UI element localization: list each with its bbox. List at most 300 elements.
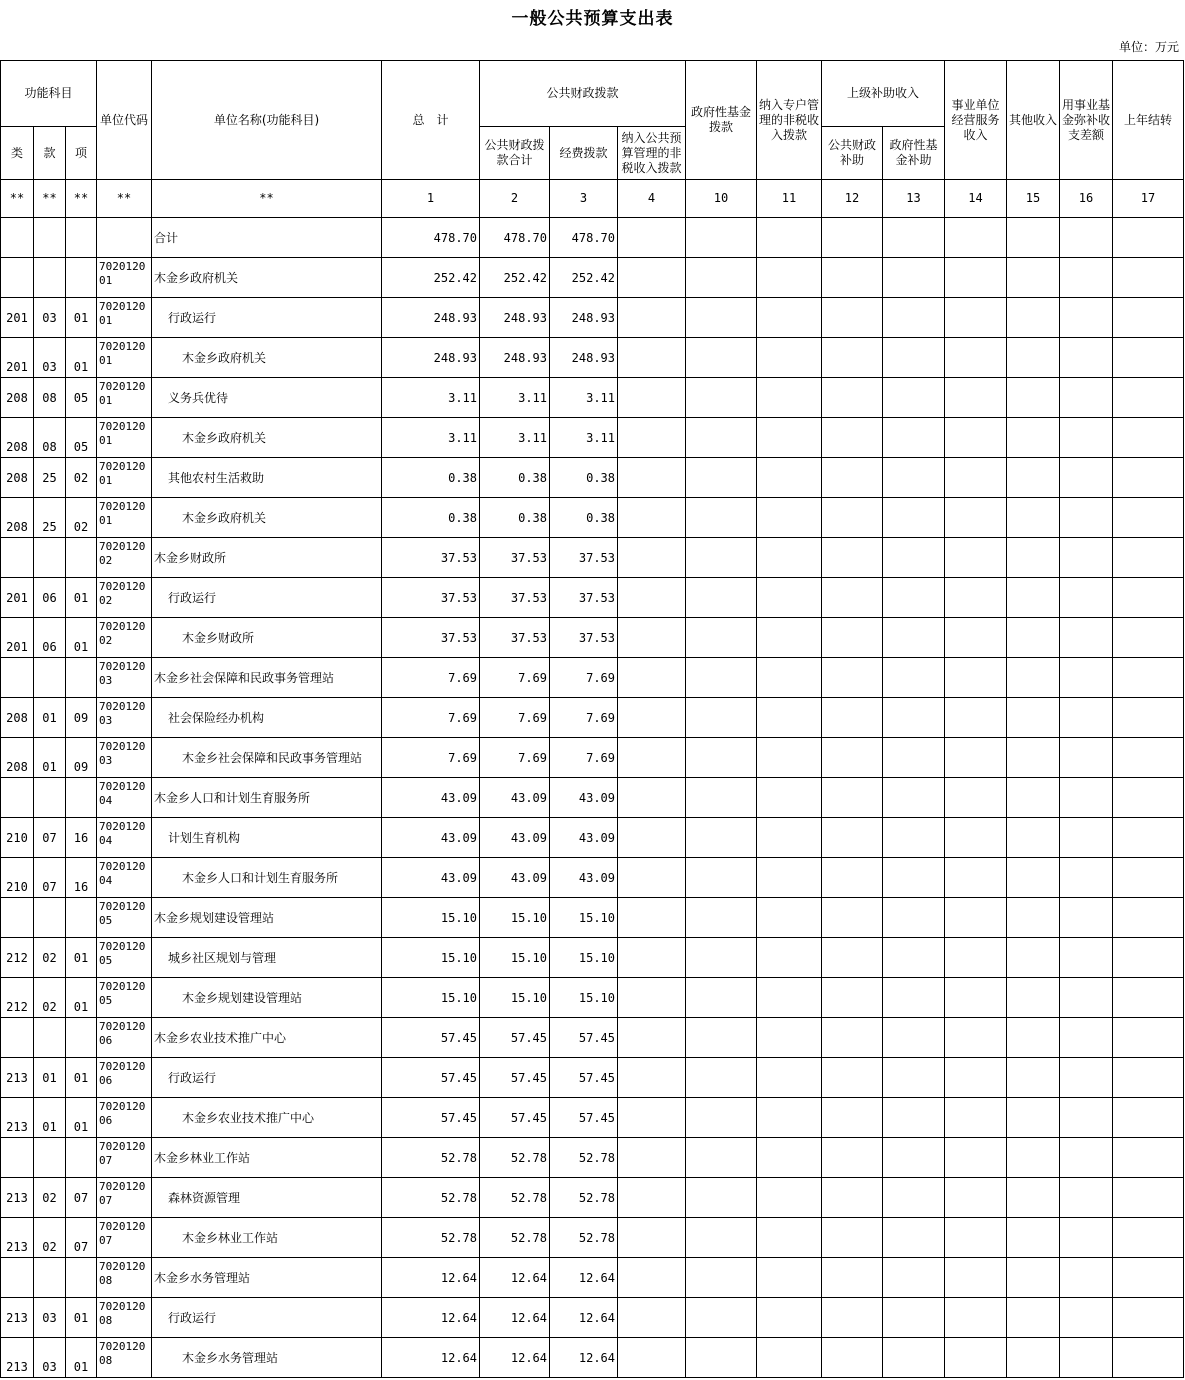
public-finance-total-cell: 12.64 [480, 1298, 550, 1338]
unit-name-cell: 义务兵优待 [152, 378, 382, 418]
table-row [1, 418, 1184, 458]
total-cell: 57.45 [382, 1058, 480, 1098]
header-public-finance-total: 公共财政拨款合计 [480, 127, 550, 180]
empty-cell [883, 698, 945, 738]
funds-cell: 43.09 [550, 818, 618, 858]
lei-cell [1, 1138, 34, 1178]
table-row [1, 458, 1184, 498]
table-row [1, 498, 1184, 538]
total-cell: 43.09 [382, 818, 480, 858]
kuan-cell [34, 778, 66, 818]
empty-cell [1060, 1098, 1113, 1138]
empty-cell [1007, 1338, 1060, 1378]
lei-cell: 212 [1, 938, 34, 978]
empty-cell [1007, 298, 1060, 338]
header-unit-name: 单位名称(功能科目) [152, 61, 382, 180]
unit-name-cell: 木金乡水务管理站 [152, 1258, 382, 1298]
unit-name-cell: 木金乡政府机关 [152, 338, 382, 378]
empty-cell [1007, 978, 1060, 1018]
empty-cell [883, 298, 945, 338]
total-cell: 52.78 [382, 1138, 480, 1178]
empty-cell [1060, 938, 1113, 978]
empty-cell [757, 1218, 822, 1258]
empty-cell [822, 258, 883, 298]
table-row [1, 858, 1184, 898]
public-finance-total-cell: 15.10 [480, 938, 550, 978]
empty-cell [686, 458, 757, 498]
xiang-cell [66, 778, 97, 818]
empty-cell [945, 1338, 1007, 1378]
lei-cell [1, 258, 34, 298]
empty-cell [822, 1098, 883, 1138]
funds-cell: 0.38 [550, 498, 618, 538]
unit-name-cell: 社会保险经办机构 [152, 698, 382, 738]
total-cell: 7.69 [382, 698, 480, 738]
unit-name-cell: 其他农村生活救助 [152, 458, 382, 498]
empty-cell [757, 1258, 822, 1298]
empty-cell [757, 218, 822, 258]
empty-cell [618, 578, 686, 618]
total-cell: 252.42 [382, 258, 480, 298]
empty-cell [686, 858, 757, 898]
empty-cell [822, 498, 883, 538]
lei-cell: 212 [1, 978, 34, 1018]
index-cell: ** [97, 180, 152, 218]
unit-code-cell: 702012006 [97, 1018, 152, 1058]
lei-cell [1, 778, 34, 818]
empty-cell [1007, 618, 1060, 658]
kuan-cell: 02 [34, 1218, 66, 1258]
empty-cell [618, 618, 686, 658]
empty-cell [945, 1018, 1007, 1058]
empty-cell [686, 1298, 757, 1338]
public-finance-total-cell: 15.10 [480, 898, 550, 938]
empty-cell [618, 698, 686, 738]
funds-cell: 252.42 [550, 258, 618, 298]
empty-cell [1113, 698, 1184, 738]
empty-cell [1113, 1018, 1184, 1058]
unit-code-cell: 702012006 [97, 1058, 152, 1098]
lei-cell: 213 [1, 1098, 34, 1138]
empty-cell [1060, 458, 1113, 498]
empty-cell [686, 418, 757, 458]
lei-cell: 201 [1, 298, 34, 338]
empty-cell [883, 1338, 945, 1378]
unit-name-cell: 木金乡农业技术推广中心 [152, 1018, 382, 1058]
empty-cell [686, 618, 757, 658]
empty-cell [618, 538, 686, 578]
unit-code-cell [97, 218, 152, 258]
empty-cell [757, 1178, 822, 1218]
index-cell: 14 [945, 180, 1007, 218]
kuan-cell: 08 [34, 418, 66, 458]
total-cell: 15.10 [382, 978, 480, 1018]
unit-name-cell: 计划生育机构 [152, 818, 382, 858]
empty-cell [822, 978, 883, 1018]
total-cell: 37.53 [382, 578, 480, 618]
xiang-cell [66, 538, 97, 578]
empty-cell [945, 578, 1007, 618]
table-row [1, 1178, 1184, 1218]
empty-cell [822, 418, 883, 458]
unit-name-cell: 木金乡规划建设管理站 [152, 978, 382, 1018]
empty-cell [945, 1098, 1007, 1138]
empty-cell [1060, 418, 1113, 458]
funds-cell: 248.93 [550, 298, 618, 338]
empty-cell [1060, 298, 1113, 338]
table-body [1, 218, 1184, 1378]
table-row [1, 298, 1184, 338]
public-finance-total-cell: 7.69 [480, 738, 550, 778]
empty-cell [1060, 1218, 1113, 1258]
empty-cell [757, 258, 822, 298]
empty-cell [1007, 1178, 1060, 1218]
empty-cell [686, 258, 757, 298]
empty-cell [757, 778, 822, 818]
table-row [1, 1338, 1184, 1378]
empty-cell [945, 738, 1007, 778]
header-total: 总 计 [382, 61, 480, 180]
index-cell: ** [152, 180, 382, 218]
funds-cell: 12.64 [550, 1298, 618, 1338]
kuan-cell: 06 [34, 618, 66, 658]
table-row [1, 1258, 1184, 1298]
empty-cell [1007, 818, 1060, 858]
empty-cell [883, 458, 945, 498]
total-cell: 37.53 [382, 538, 480, 578]
empty-cell [757, 458, 822, 498]
empty-cell [1007, 778, 1060, 818]
empty-cell [1060, 338, 1113, 378]
public-finance-total-cell: 0.38 [480, 458, 550, 498]
funds-cell: 12.64 [550, 1338, 618, 1378]
lei-cell [1, 1258, 34, 1298]
empty-cell [822, 818, 883, 858]
empty-cell [945, 458, 1007, 498]
lei-cell: 213 [1, 1218, 34, 1258]
empty-cell [1060, 218, 1113, 258]
empty-cell [1007, 578, 1060, 618]
kuan-cell: 03 [34, 338, 66, 378]
funds-cell: 7.69 [550, 738, 618, 778]
unit-code-cell: 702012001 [97, 498, 152, 538]
total-cell: 7.69 [382, 738, 480, 778]
empty-cell [1113, 1218, 1184, 1258]
empty-cell [757, 618, 822, 658]
empty-cell [757, 1338, 822, 1378]
funds-cell: 37.53 [550, 538, 618, 578]
empty-cell [618, 458, 686, 498]
empty-cell [1113, 1258, 1184, 1298]
unit-name-cell: 木金乡财政所 [152, 618, 382, 658]
empty-cell [945, 338, 1007, 378]
total-cell: 3.11 [382, 378, 480, 418]
header-public-finance: 公共财政拨款 [480, 61, 686, 127]
lei-cell: 201 [1, 338, 34, 378]
lei-cell: 201 [1, 578, 34, 618]
empty-cell [945, 418, 1007, 458]
empty-cell [1113, 738, 1184, 778]
empty-cell [686, 778, 757, 818]
unit-name-cell: 木金乡农业技术推广中心 [152, 1098, 382, 1138]
empty-cell [1113, 1178, 1184, 1218]
xiang-cell: 16 [66, 858, 97, 898]
empty-cell [945, 298, 1007, 338]
empty-cell [822, 1018, 883, 1058]
empty-cell [822, 1258, 883, 1298]
empty-cell [945, 1298, 1007, 1338]
kuan-cell: 03 [34, 298, 66, 338]
public-finance-total-cell: 37.53 [480, 538, 550, 578]
lei-cell: 208 [1, 698, 34, 738]
unit-name-cell: 木金乡政府机关 [152, 498, 382, 538]
header-other: 其他收入 [1007, 61, 1060, 180]
index-cell: 12 [822, 180, 883, 218]
empty-cell [883, 578, 945, 618]
empty-cell [1007, 698, 1060, 738]
empty-cell [1113, 1058, 1184, 1098]
unit-code-cell: 702012008 [97, 1338, 152, 1378]
unit-name-cell: 行政运行 [152, 298, 382, 338]
lei-cell: 208 [1, 378, 34, 418]
unit-label: 单位：万元 [1118, 40, 1179, 54]
header-xiang: 项 [66, 127, 97, 180]
empty-cell [686, 1058, 757, 1098]
index-cell: 10 [686, 180, 757, 218]
empty-cell [1060, 818, 1113, 858]
empty-cell [686, 1338, 757, 1378]
unit-code-cell: 702012007 [97, 1218, 152, 1258]
unit-name-cell: 木金乡政府机关 [152, 258, 382, 298]
empty-cell [1113, 618, 1184, 658]
empty-cell [945, 818, 1007, 858]
unit-name-cell: 木金乡社会保障和民政事务管理站 [152, 738, 382, 778]
lei-cell [1, 898, 34, 938]
funds-cell: 52.78 [550, 1178, 618, 1218]
empty-cell [1007, 1138, 1060, 1178]
empty-cell [1113, 218, 1184, 258]
xiang-cell: 16 [66, 818, 97, 858]
kuan-cell [34, 1258, 66, 1298]
xiang-cell: 01 [66, 1098, 97, 1138]
empty-cell [1007, 738, 1060, 778]
empty-cell [1113, 578, 1184, 618]
empty-cell [757, 1298, 822, 1338]
kuan-cell: 06 [34, 578, 66, 618]
unit-code-cell: 702012001 [97, 338, 152, 378]
empty-cell [1007, 898, 1060, 938]
xiang-cell: 01 [66, 1058, 97, 1098]
empty-cell [883, 378, 945, 418]
public-finance-total-cell: 3.11 [480, 418, 550, 458]
empty-cell [1060, 378, 1113, 418]
table-row [1, 578, 1184, 618]
total-cell: 12.64 [382, 1258, 480, 1298]
empty-cell [883, 778, 945, 818]
index-cell: 16 [1060, 180, 1113, 218]
empty-cell [1060, 538, 1113, 578]
empty-cell [945, 978, 1007, 1018]
total-cell: 43.09 [382, 778, 480, 818]
empty-cell [1060, 658, 1113, 698]
funds-cell: 52.78 [550, 1218, 618, 1258]
public-finance-total-cell: 52.78 [480, 1138, 550, 1178]
empty-cell [1113, 538, 1184, 578]
funds-cell: 0.38 [550, 458, 618, 498]
empty-cell [686, 978, 757, 1018]
empty-cell [618, 258, 686, 298]
kuan-cell [34, 898, 66, 938]
empty-cell [883, 1098, 945, 1138]
empty-cell [1060, 1338, 1113, 1378]
empty-cell [686, 218, 757, 258]
empty-cell [945, 898, 1007, 938]
empty-cell [618, 738, 686, 778]
xiang-cell [66, 218, 97, 258]
unit-name-cell: 合计 [152, 218, 382, 258]
total-cell: 12.64 [382, 1338, 480, 1378]
empty-cell [822, 458, 883, 498]
kuan-cell: 02 [34, 1178, 66, 1218]
empty-cell [1007, 858, 1060, 898]
empty-cell [1113, 378, 1184, 418]
empty-cell [757, 338, 822, 378]
xiang-cell: 01 [66, 978, 97, 1018]
unit-code-cell: 702012001 [97, 298, 152, 338]
public-finance-total-cell: 43.09 [480, 778, 550, 818]
empty-cell [1060, 1298, 1113, 1338]
unit-code-cell: 702012008 [97, 1298, 152, 1338]
public-finance-total-cell: 252.42 [480, 258, 550, 298]
empty-cell [883, 1018, 945, 1058]
index-cell: 4 [618, 180, 686, 218]
empty-cell [945, 1258, 1007, 1298]
kuan-cell [34, 218, 66, 258]
unit-name-cell: 行政运行 [152, 1058, 382, 1098]
public-finance-total-cell: 3.11 [480, 378, 550, 418]
header-nontax: 纳入公共预算管理的非税收入拨款 [618, 127, 686, 180]
table-row [1, 1138, 1184, 1178]
empty-cell [757, 658, 822, 698]
funds-cell: 43.09 [550, 778, 618, 818]
public-finance-total-cell: 57.45 [480, 1058, 550, 1098]
unit-code-cell: 702012003 [97, 658, 152, 698]
table-row [1, 778, 1184, 818]
empty-cell [883, 1258, 945, 1298]
empty-cell [618, 938, 686, 978]
xiang-cell [66, 1018, 97, 1058]
budget-table [0, 60, 1184, 1378]
xiang-cell: 05 [66, 418, 97, 458]
public-finance-total-cell: 248.93 [480, 338, 550, 378]
unit-name-cell: 木金乡社会保障和民政事务管理站 [152, 658, 382, 698]
kuan-cell: 01 [34, 738, 66, 778]
unit-code-cell: 702012006 [97, 1098, 152, 1138]
empty-cell [883, 1178, 945, 1218]
public-finance-total-cell: 37.53 [480, 578, 550, 618]
xiang-cell: 02 [66, 498, 97, 538]
empty-cell [1060, 898, 1113, 938]
table-row [1, 978, 1184, 1018]
total-cell: 248.93 [382, 298, 480, 338]
empty-cell [1113, 298, 1184, 338]
funds-cell: 248.93 [550, 338, 618, 378]
empty-cell [618, 418, 686, 458]
empty-cell [945, 618, 1007, 658]
unit-name-cell: 木金乡人口和计划生育服务所 [152, 858, 382, 898]
empty-cell [945, 1178, 1007, 1218]
table-row [1, 818, 1184, 858]
table-row [1, 258, 1184, 298]
empty-cell [1113, 1138, 1184, 1178]
empty-cell [757, 698, 822, 738]
empty-cell [1060, 578, 1113, 618]
header-superior-public: 公共财政补助 [822, 127, 883, 180]
lei-cell [1, 538, 34, 578]
empty-cell [822, 618, 883, 658]
kuan-cell: 02 [34, 938, 66, 978]
kuan-cell: 25 [34, 498, 66, 538]
empty-cell [686, 698, 757, 738]
empty-cell [1060, 858, 1113, 898]
empty-cell [1113, 858, 1184, 898]
empty-cell [757, 578, 822, 618]
empty-cell [883, 898, 945, 938]
empty-cell [757, 1138, 822, 1178]
empty-cell [822, 858, 883, 898]
unit-code-cell: 702012001 [97, 258, 152, 298]
empty-cell [1113, 458, 1184, 498]
empty-cell [757, 418, 822, 458]
empty-cell [757, 1058, 822, 1098]
empty-cell [618, 1058, 686, 1098]
empty-cell [618, 1258, 686, 1298]
empty-cell [1113, 1298, 1184, 1338]
xiang-cell: 09 [66, 738, 97, 778]
header-business: 事业单位经营服务收入 [945, 61, 1007, 180]
lei-cell: 213 [1, 1058, 34, 1098]
empty-cell [822, 298, 883, 338]
empty-cell [883, 658, 945, 698]
total-cell: 43.09 [382, 858, 480, 898]
empty-cell [757, 378, 822, 418]
total-cell: 37.53 [382, 618, 480, 658]
index-cell: 2 [480, 180, 550, 218]
index-cell: 11 [757, 180, 822, 218]
kuan-cell [34, 658, 66, 698]
unit-name-cell: 行政运行 [152, 1298, 382, 1338]
xiang-cell: 05 [66, 378, 97, 418]
xiang-cell: 02 [66, 458, 97, 498]
public-finance-total-cell: 15.10 [480, 978, 550, 1018]
empty-cell [1113, 258, 1184, 298]
empty-cell [1113, 1098, 1184, 1138]
unit-code-cell: 702012007 [97, 1178, 152, 1218]
empty-cell [822, 218, 883, 258]
empty-cell [945, 258, 1007, 298]
unit-name-cell: 木金乡人口和计划生育服务所 [152, 778, 382, 818]
empty-cell [822, 1138, 883, 1178]
empty-cell [686, 1098, 757, 1138]
xiang-cell: 07 [66, 1218, 97, 1258]
empty-cell [945, 498, 1007, 538]
kuan-cell: 07 [34, 818, 66, 858]
xiang-cell: 07 [66, 1178, 97, 1218]
unit-name-cell: 木金乡水务管理站 [152, 1338, 382, 1378]
total-cell: 0.38 [382, 498, 480, 538]
empty-cell [618, 378, 686, 418]
xiang-cell: 01 [66, 1338, 97, 1378]
